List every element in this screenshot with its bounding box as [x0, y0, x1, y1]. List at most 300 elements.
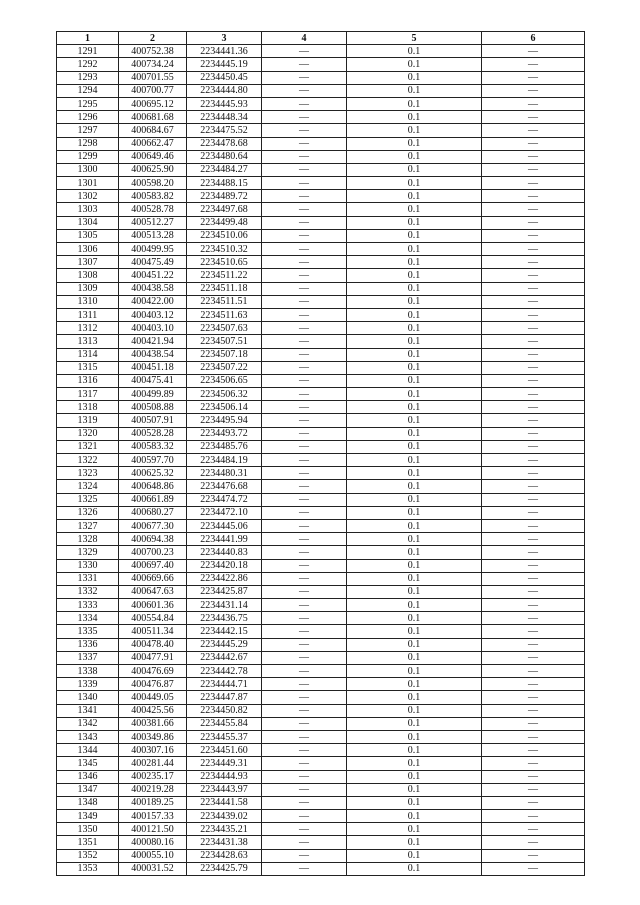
table-cell-col-4: —	[262, 757, 347, 770]
table-cell-col-6: —	[482, 335, 585, 348]
table-cell-col-3: 2234474.72	[187, 493, 262, 506]
table-cell-col-2: 400684.67	[119, 124, 187, 137]
table-cell-col-2: 400349.86	[119, 730, 187, 743]
table-cell-col-1: 1321	[57, 440, 119, 453]
table-cell-col-1: 1340	[57, 691, 119, 704]
table-cell-col-3: 2234507.22	[187, 361, 262, 374]
table-cell-col-2: 400511.34	[119, 625, 187, 638]
table-cell-col-2: 400477.91	[119, 651, 187, 664]
table-cell-col-6: —	[482, 546, 585, 559]
table-cell-col-2: 400475.49	[119, 256, 187, 269]
table-cell-col-5: 0.1	[347, 572, 482, 585]
table-cell-col-5: 0.1	[347, 137, 482, 150]
table-cell-col-3: 2234425.87	[187, 585, 262, 598]
table-cell-col-6: —	[482, 480, 585, 493]
table-cell-col-1: 1311	[57, 308, 119, 321]
table-cell-col-4: —	[262, 97, 347, 110]
column-header-3: 3	[187, 32, 262, 45]
table-cell-col-1: 1332	[57, 585, 119, 598]
table-cell-col-1: 1324	[57, 480, 119, 493]
table-cell-col-6: —	[482, 691, 585, 704]
table-cell-col-1: 1295	[57, 97, 119, 110]
table-cell-col-6: —	[482, 216, 585, 229]
table-cell-col-4: —	[262, 454, 347, 467]
table-cell-col-4: —	[262, 401, 347, 414]
table-row	[57, 58, 585, 71]
table-cell-col-3: 2234420.18	[187, 559, 262, 572]
table-cell-col-6: —	[482, 744, 585, 757]
table-row	[57, 546, 585, 559]
table-cell-col-5: 0.1	[347, 454, 482, 467]
table-cell-col-5: 0.1	[347, 717, 482, 730]
table-cell-col-5: 0.1	[347, 440, 482, 453]
table-row	[57, 665, 585, 678]
table-cell-col-2: 400601.36	[119, 599, 187, 612]
table-cell-col-5: 0.1	[347, 374, 482, 387]
table-cell-col-3: 2234445.93	[187, 97, 262, 110]
table-cell-col-2: 400669.66	[119, 572, 187, 585]
table-cell-col-4: —	[262, 348, 347, 361]
table-row	[57, 348, 585, 361]
table-cell-col-3: 2234485.76	[187, 440, 262, 453]
table-cell-col-3: 2234499.48	[187, 216, 262, 229]
table-cell-col-5: 0.1	[347, 401, 482, 414]
table-row	[57, 638, 585, 651]
table-cell-col-5: 0.1	[347, 203, 482, 216]
table-cell-col-1: 1348	[57, 796, 119, 809]
table-row	[57, 467, 585, 480]
table-cell-col-3: 2234488.15	[187, 177, 262, 190]
table-cell-col-6: —	[482, 585, 585, 598]
column-header-2: 2	[119, 32, 187, 45]
table-cell-col-3: 2234444.71	[187, 678, 262, 691]
table-cell-col-2: 400055.10	[119, 849, 187, 862]
table-cell-col-6: —	[482, 493, 585, 506]
table-cell-col-3: 2234451.60	[187, 744, 262, 757]
table-cell-col-6: —	[482, 559, 585, 572]
table-cell-col-3: 2234511.51	[187, 295, 262, 308]
table-cell-col-6: —	[482, 796, 585, 809]
table-cell-col-4: —	[262, 783, 347, 796]
table-cell-col-5: 0.1	[347, 308, 482, 321]
table-cell-col-6: —	[482, 533, 585, 546]
table-cell-col-4: —	[262, 770, 347, 783]
table-cell-col-5: 0.1	[347, 519, 482, 532]
table-cell-col-6: —	[482, 651, 585, 664]
table-cell-col-5: 0.1	[347, 124, 482, 137]
table-cell-col-2: 400121.50	[119, 823, 187, 836]
table-cell-col-2: 400625.90	[119, 163, 187, 176]
table-cell-col-5: 0.1	[347, 533, 482, 546]
table-row	[57, 730, 585, 743]
table-cell-col-1: 1346	[57, 770, 119, 783]
table-cell-col-3: 2234478.68	[187, 137, 262, 150]
table-cell-col-6: —	[482, 361, 585, 374]
table-cell-col-4: —	[262, 730, 347, 743]
table-cell-col-5: 0.1	[347, 585, 482, 598]
table-cell-col-6: —	[482, 849, 585, 862]
table-cell-col-3: 2234441.36	[187, 45, 262, 58]
table-cell-col-3: 2234441.99	[187, 533, 262, 546]
table-cell-col-1: 1352	[57, 849, 119, 862]
table-cell-col-1: 1334	[57, 612, 119, 625]
table-cell-col-5: 0.1	[347, 730, 482, 743]
column-header-5: 5	[347, 32, 482, 45]
table-cell-col-6: —	[482, 823, 585, 836]
table-cell-col-1: 1342	[57, 717, 119, 730]
table-cell-col-2: 400476.87	[119, 678, 187, 691]
table-cell-col-1: 1330	[57, 559, 119, 572]
table-cell-col-6: —	[482, 177, 585, 190]
table-cell-col-4: —	[262, 862, 347, 875]
table-row	[57, 572, 585, 585]
table-row	[57, 243, 585, 256]
table-cell-col-4: —	[262, 414, 347, 427]
table-row	[57, 783, 585, 796]
table-cell-col-1: 1326	[57, 506, 119, 519]
table-cell-col-4: —	[262, 546, 347, 559]
table-cell-col-3: 2234497.68	[187, 203, 262, 216]
table-cell-col-6: —	[482, 322, 585, 335]
table-row	[57, 163, 585, 176]
table-cell-col-4: —	[262, 638, 347, 651]
table-cell-col-4: —	[262, 678, 347, 691]
table-cell-col-5: 0.1	[347, 111, 482, 124]
table-cell-col-3: 2234435.21	[187, 823, 262, 836]
table-cell-col-5: 0.1	[347, 691, 482, 704]
table-cell-col-6: —	[482, 678, 585, 691]
table-cell-col-5: 0.1	[347, 678, 482, 691]
table-cell-col-3: 2234480.31	[187, 467, 262, 480]
table-cell-col-2: 400281.44	[119, 757, 187, 770]
table-cell-col-6: —	[482, 45, 585, 58]
table-cell-col-1: 1343	[57, 730, 119, 743]
table-cell-col-4: —	[262, 717, 347, 730]
table-cell-col-3: 2234445.29	[187, 638, 262, 651]
table-cell-col-2: 400403.10	[119, 322, 187, 335]
table-cell-col-3: 2234445.19	[187, 58, 262, 71]
table-cell-col-1: 1313	[57, 335, 119, 348]
table-cell-col-1: 1314	[57, 348, 119, 361]
table-row	[57, 295, 585, 308]
table-row	[57, 585, 585, 598]
table-cell-col-2: 400734.24	[119, 58, 187, 71]
table-cell-col-4: —	[262, 177, 347, 190]
table-cell-col-3: 2234455.84	[187, 717, 262, 730]
table-cell-col-2: 400403.12	[119, 308, 187, 321]
table-cell-col-6: —	[482, 704, 585, 717]
table-row	[57, 229, 585, 242]
table-cell-col-4: —	[262, 58, 347, 71]
table-cell-col-3: 2234450.45	[187, 71, 262, 84]
table-cell-col-3: 2234431.14	[187, 599, 262, 612]
table-row	[57, 717, 585, 730]
table-cell-col-2: 400695.12	[119, 97, 187, 110]
column-header-1: 1	[57, 32, 119, 45]
table-cell-col-3: 2234449.31	[187, 757, 262, 770]
table-cell-col-1: 1338	[57, 665, 119, 678]
table-cell-col-4: —	[262, 625, 347, 638]
table-cell-col-4: —	[262, 163, 347, 176]
column-header-4: 4	[262, 32, 347, 45]
table-cell-col-4: —	[262, 704, 347, 717]
table-row	[57, 678, 585, 691]
table-cell-col-5: 0.1	[347, 810, 482, 823]
table-cell-col-5: 0.1	[347, 770, 482, 783]
table-cell-col-1: 1345	[57, 757, 119, 770]
table-cell-col-5: 0.1	[347, 704, 482, 717]
table-cell-col-5: 0.1	[347, 783, 482, 796]
coordinates-table	[56, 31, 585, 876]
table-cell-col-4: —	[262, 559, 347, 572]
table-cell-col-1: 1351	[57, 836, 119, 849]
table-cell-col-6: —	[482, 229, 585, 242]
table-cell-col-2: 400597.70	[119, 454, 187, 467]
table-cell-col-3: 2234442.78	[187, 665, 262, 678]
table-cell-col-3: 2234442.67	[187, 651, 262, 664]
table-row	[57, 124, 585, 137]
table-cell-col-6: —	[482, 717, 585, 730]
table-cell-col-5: 0.1	[347, 480, 482, 493]
table-row	[57, 388, 585, 401]
table-cell-col-1: 1336	[57, 638, 119, 651]
table-cell-col-6: —	[482, 414, 585, 427]
table-cell-col-4: —	[262, 150, 347, 163]
table-cell-col-6: —	[482, 58, 585, 71]
table-cell-col-2: 400307.16	[119, 744, 187, 757]
table-cell-col-6: —	[482, 665, 585, 678]
table-cell-col-1: 1291	[57, 45, 119, 58]
table-cell-col-5: 0.1	[347, 651, 482, 664]
table-cell-col-4: —	[262, 137, 347, 150]
table-row	[57, 190, 585, 203]
table-cell-col-1: 1301	[57, 177, 119, 190]
table-cell-col-2: 400508.88	[119, 401, 187, 414]
table-cell-col-6: —	[482, 440, 585, 453]
table-cell-col-3: 2234507.51	[187, 335, 262, 348]
table-row	[57, 454, 585, 467]
table-cell-col-4: —	[262, 440, 347, 453]
table-cell-col-2: 400512.27	[119, 216, 187, 229]
table-cell-col-1: 1307	[57, 256, 119, 269]
table-cell-col-5: 0.1	[347, 190, 482, 203]
table-cell-col-5: 0.1	[347, 97, 482, 110]
table-cell-col-2: 400235.17	[119, 770, 187, 783]
table-cell-col-6: —	[482, 454, 585, 467]
table-cell-col-3: 2234507.18	[187, 348, 262, 361]
table-cell-col-2: 400219.28	[119, 783, 187, 796]
column-header-6: 6	[482, 32, 585, 45]
table-cell-col-5: 0.1	[347, 177, 482, 190]
table-cell-col-6: —	[482, 97, 585, 110]
table-cell-col-5: 0.1	[347, 335, 482, 348]
table-cell-col-2: 400451.18	[119, 361, 187, 374]
table-cell-col-1: 1349	[57, 810, 119, 823]
table-cell-col-4: —	[262, 308, 347, 321]
table-cell-col-4: —	[262, 467, 347, 480]
table-cell-col-3: 2234440.83	[187, 546, 262, 559]
table-row	[57, 269, 585, 282]
table-cell-col-1: 1333	[57, 599, 119, 612]
table-cell-col-5: 0.1	[347, 862, 482, 875]
table-cell-col-1: 1353	[57, 862, 119, 875]
table-cell-col-2: 400694.38	[119, 533, 187, 546]
table-cell-col-1: 1315	[57, 361, 119, 374]
table-cell-col-5: 0.1	[347, 599, 482, 612]
table-row	[57, 440, 585, 453]
table-cell-col-1: 1319	[57, 414, 119, 427]
table-row	[57, 71, 585, 84]
table-cell-col-4: —	[262, 335, 347, 348]
table-cell-col-3: 2234422.86	[187, 572, 262, 585]
table-cell-col-4: —	[262, 45, 347, 58]
table-cell-col-1: 1308	[57, 269, 119, 282]
table-cell-col-6: —	[482, 84, 585, 97]
table-row	[57, 599, 585, 612]
table-cell-col-6: —	[482, 836, 585, 849]
table-row	[57, 757, 585, 770]
table-cell-col-3: 2234455.37	[187, 730, 262, 743]
table-cell-col-3: 2234511.63	[187, 308, 262, 321]
table-cell-col-4: —	[262, 533, 347, 546]
table-cell-col-2: 400697.40	[119, 559, 187, 572]
table-row	[57, 308, 585, 321]
table-cell-col-2: 400647.63	[119, 585, 187, 598]
table-cell-col-3: 2234510.06	[187, 229, 262, 242]
table-row	[57, 519, 585, 532]
table-cell-col-6: —	[482, 374, 585, 387]
table-cell-col-6: —	[482, 506, 585, 519]
table-cell-col-5: 0.1	[347, 216, 482, 229]
table-row	[57, 612, 585, 625]
table-cell-col-2: 400677.30	[119, 519, 187, 532]
table-cell-col-5: 0.1	[347, 45, 482, 58]
table-row	[57, 335, 585, 348]
table-cell-col-5: 0.1	[347, 559, 482, 572]
table-row	[57, 796, 585, 809]
table-cell-col-2: 400422.00	[119, 295, 187, 308]
table-cell-col-2: 400438.58	[119, 282, 187, 295]
table-cell-col-2: 400031.52	[119, 862, 187, 875]
table-cell-col-3: 2234428.63	[187, 849, 262, 862]
table-cell-col-1: 1329	[57, 546, 119, 559]
table-cell-col-4: —	[262, 295, 347, 308]
table-cell-col-3: 2234442.15	[187, 625, 262, 638]
table-cell-col-2: 400700.77	[119, 84, 187, 97]
table-cell-col-3: 2234484.19	[187, 454, 262, 467]
table-cell-col-4: —	[262, 651, 347, 664]
table-row	[57, 216, 585, 229]
table-cell-col-3: 2234436.75	[187, 612, 262, 625]
table-cell-col-3: 2234450.82	[187, 704, 262, 717]
table-cell-col-2: 400598.20	[119, 177, 187, 190]
table-cell-col-5: 0.1	[347, 269, 482, 282]
table-cell-col-2: 400438.54	[119, 348, 187, 361]
table-row	[57, 480, 585, 493]
table-cell-col-1: 1309	[57, 282, 119, 295]
table-cell-col-6: —	[482, 203, 585, 216]
table-cell-col-2: 400648.86	[119, 480, 187, 493]
table-cell-col-4: —	[262, 190, 347, 203]
table-cell-col-1: 1316	[57, 374, 119, 387]
table-cell-col-5: 0.1	[347, 414, 482, 427]
table-cell-col-4: —	[262, 124, 347, 137]
table-cell-col-4: —	[262, 374, 347, 387]
table-cell-col-5: 0.1	[347, 150, 482, 163]
table-cell-col-1: 1310	[57, 295, 119, 308]
table-cell-col-5: 0.1	[347, 427, 482, 440]
table-cell-col-2: 400752.38	[119, 45, 187, 58]
table-cell-col-1: 1344	[57, 744, 119, 757]
table-cell-col-2: 400681.68	[119, 111, 187, 124]
table-cell-col-2: 400662.47	[119, 137, 187, 150]
table-cell-col-5: 0.1	[347, 665, 482, 678]
table-cell-col-2: 400189.25	[119, 796, 187, 809]
table-cell-col-6: —	[482, 150, 585, 163]
table-cell-col-2: 400528.78	[119, 203, 187, 216]
table-row	[57, 506, 585, 519]
table-cell-col-5: 0.1	[347, 348, 482, 361]
table-cell-col-6: —	[482, 71, 585, 84]
table-cell-col-4: —	[262, 506, 347, 519]
table-cell-col-5: 0.1	[347, 744, 482, 757]
table-cell-col-1: 1317	[57, 388, 119, 401]
table-cell-col-6: —	[482, 862, 585, 875]
table-cell-col-5: 0.1	[347, 361, 482, 374]
table-cell-col-3: 2234511.22	[187, 269, 262, 282]
table-cell-col-6: —	[482, 401, 585, 414]
table-cell-col-1: 1300	[57, 163, 119, 176]
table-cell-col-1: 1337	[57, 651, 119, 664]
table-cell-col-6: —	[482, 388, 585, 401]
table-cell-col-2: 400476.69	[119, 665, 187, 678]
table-row	[57, 361, 585, 374]
table-row	[57, 704, 585, 717]
table-cell-col-4: —	[262, 269, 347, 282]
table-cell-col-4: —	[262, 361, 347, 374]
table-cell-col-3: 2234444.93	[187, 770, 262, 783]
table-cell-col-2: 400625.32	[119, 467, 187, 480]
table-row	[57, 849, 585, 862]
table-cell-col-6: —	[482, 757, 585, 770]
table-cell-col-2: 400649.46	[119, 150, 187, 163]
table-cell-col-3: 2234506.32	[187, 388, 262, 401]
table-cell-col-4: —	[262, 810, 347, 823]
table-cell-col-2: 400701.55	[119, 71, 187, 84]
table-cell-col-5: 0.1	[347, 625, 482, 638]
table-cell-col-6: —	[482, 612, 585, 625]
table-cell-col-1: 1323	[57, 467, 119, 480]
table-cell-col-5: 0.1	[347, 823, 482, 836]
table-cell-col-3: 2234510.32	[187, 243, 262, 256]
table-cell-col-6: —	[482, 599, 585, 612]
table-cell-col-4: —	[262, 282, 347, 295]
table-cell-col-6: —	[482, 124, 585, 137]
table-row	[57, 203, 585, 216]
table-cell-col-4: —	[262, 229, 347, 242]
table-cell-col-1: 1335	[57, 625, 119, 638]
table-cell-col-4: —	[262, 427, 347, 440]
table-row	[57, 493, 585, 506]
table-cell-col-2: 400475.41	[119, 374, 187, 387]
table-cell-col-4: —	[262, 256, 347, 269]
table-cell-col-2: 400499.95	[119, 243, 187, 256]
table-row	[57, 322, 585, 335]
table-cell-col-2: 400680.27	[119, 506, 187, 519]
table-row	[57, 111, 585, 124]
table-cell-col-1: 1292	[57, 58, 119, 71]
table-row	[57, 374, 585, 387]
